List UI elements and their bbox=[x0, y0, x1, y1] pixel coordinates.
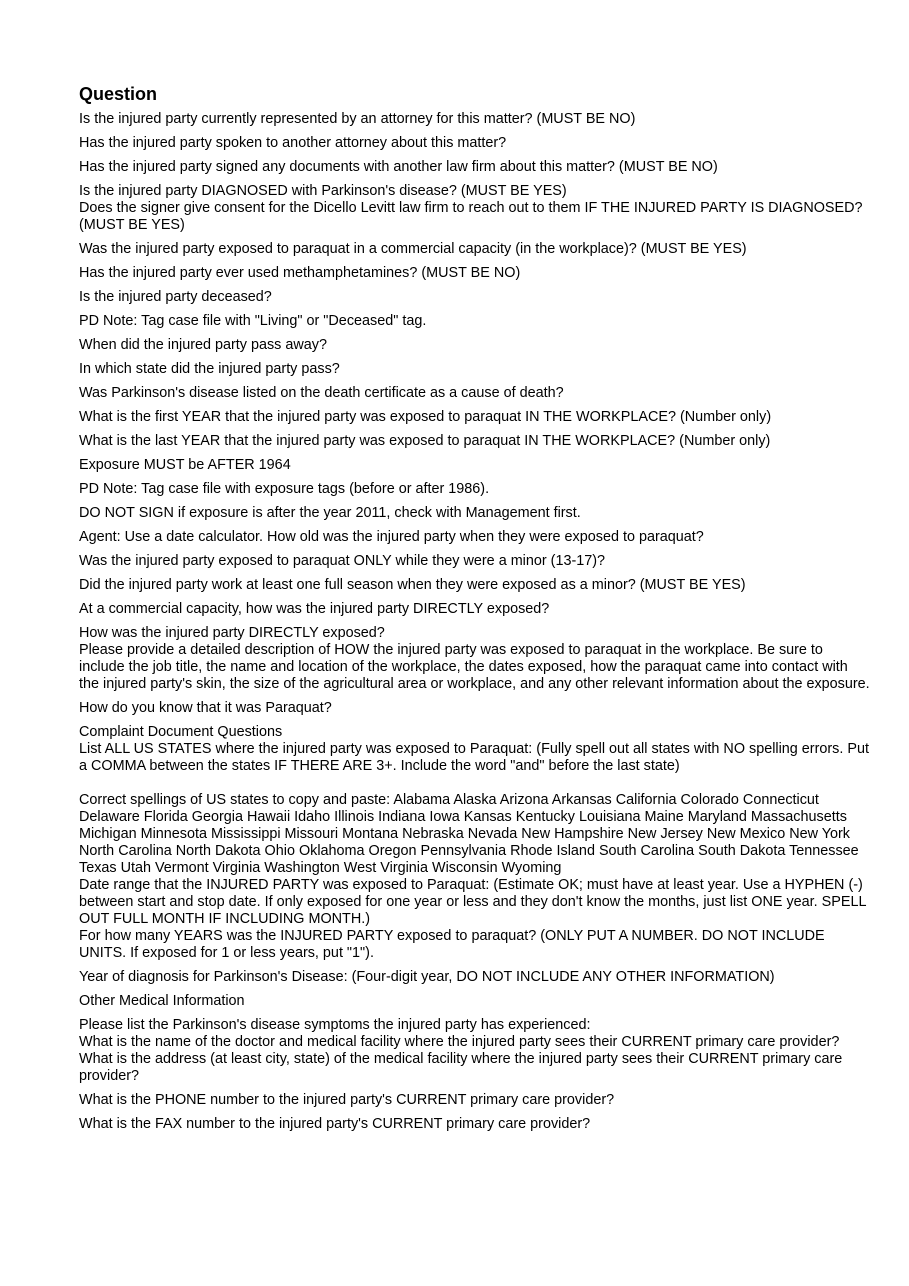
question-item: Is the injured party deceased? bbox=[79, 289, 272, 305]
question-item: Was Parkinson's disease listed on the death certificate as a cause of death? bbox=[79, 385, 564, 401]
question-item: List ALL US STATES where the injured party was exposed to Paraquat: (Fully spell out all states with NO spelling errors. Put a COMMA between the states IF THERE ARE 3+. Include the word "and" before the last state) bbox=[79, 741, 869, 774]
question-item: For how many YEARS was the INJURED PARTY exposed to paraquat? (ONLY PUT A NUMBER. DO NOT INCLUDE UNITS. If exposed for 1 or less years, put "1"). bbox=[79, 928, 825, 961]
question-item: How was the injured party DIRECTLY exposed? bbox=[79, 625, 385, 641]
question-item: Has the injured party ever used methamphetamines? (MUST BE NO) bbox=[79, 265, 521, 281]
question-item: Year of diagnosis for Parkinson's Disease: (Four-digit year, DO NOT INCLUDE ANY OTHER INFORMATION) bbox=[79, 969, 775, 985]
question-item: At a commercial capacity, how was the injured party DIRECTLY exposed? bbox=[79, 601, 550, 617]
section-heading: Other Medical Information bbox=[79, 993, 245, 1009]
question-item: Is the injured party currently represented by an attorney for this matter? (MUST BE NO) bbox=[79, 111, 636, 127]
question-item: Has the injured party signed any documents with another law firm about this matter? (MUST BE NO) bbox=[79, 159, 718, 175]
question-item: Date range that the INJURED PARTY was exposed to Paraquat: (Estimate OK; must have at least year. Use a HYPHEN (-) between start and stop date. If only exposed for one year or less and they don't know the months, just list ONE year. SPELL OUT FULL MONTH IF INCLUDING MONTH.) bbox=[79, 877, 866, 927]
section-heading: Complaint Document Questions bbox=[79, 724, 283, 740]
question-item: PD Note: Tag case file with "Living" or "Deceased" tag. bbox=[79, 313, 427, 329]
question-item: Please list the Parkinson's disease symptoms the injured party has experienced: bbox=[79, 1017, 591, 1033]
question-item: DO NOT SIGN if exposure is after the year 2011, check with Management first. bbox=[79, 505, 581, 521]
document-page bbox=[79, 83, 871, 1140]
question-item: Please provide a detailed description of HOW the injured party was exposed to paraquat in the workplace. Be sure to include the job title, the name and location of the workplace, the dates exposed, how the paraquat came into contact with the injured party's skin, the size of the agricultural area or workplace, and any other relevant information about the exposure. bbox=[79, 642, 870, 692]
question-item: Correct spellings of US states to copy and paste: Alabama Alaska Arizona Arkansas California Colorado Connecticut Delaware Florida Georgia Hawaii Idaho Illinois Indiana Iowa Kansas Kentucky Louisiana Maine Maryland Massachusetts Michigan Minnesota Mississippi Missouri Montana Nebraska Nevada New Hampshire New Jersey New Mexico New York North Carolina North Dakota Ohio Oklahoma Oregon Pennsylvania Rhode Island South Carolina South Dakota Tennessee Texas Utah Vermont Virginia Washington West Virginia Wisconsin Wyoming bbox=[79, 792, 859, 876]
question-item: What is the name of the doctor and medical facility where the injured party sees their CURRENT primary care provider? bbox=[79, 1034, 840, 1050]
question-item: Was the injured party exposed to paraquat in a commercial capacity (in the workplace)? (MUST BE YES) bbox=[79, 241, 747, 257]
question-item: Was the injured party exposed to paraquat ONLY while they were a minor (13-17)? bbox=[79, 553, 606, 569]
question-item: Does the signer give consent for the Dicello Levitt law firm to reach out to them IF THE INJURED PARTY IS DIAGNOSED? (MUST BE YES) bbox=[79, 200, 863, 233]
page-title: Question bbox=[79, 84, 158, 104]
question-item: Agent: Use a date calculator. How old was the injured party when they were exposed to paraquat? bbox=[79, 529, 704, 545]
question-item: What is the first YEAR that the injured party was exposed to paraquat IN THE WORKPLACE? (Number only) bbox=[79, 409, 772, 425]
question-item: When did the injured party pass away? bbox=[79, 337, 327, 353]
question-item: What is the address (at least city, state) of the medical facility where the injured party sees their CURRENT primary care provider? bbox=[79, 1051, 843, 1084]
question-item: What is the FAX number to the injured party's CURRENT primary care provider? bbox=[79, 1116, 591, 1132]
question-item: Exposure MUST be AFTER 1964 bbox=[79, 457, 291, 473]
question-item: Has the injured party spoken to another attorney about this matter? bbox=[79, 135, 507, 151]
question-item: Did the injured party work at least one full season when they were exposed as a minor? (MUST BE YES) bbox=[79, 577, 746, 593]
question-item: What is the PHONE number to the injured party's CURRENT primary care provider? bbox=[79, 1092, 615, 1108]
question-item: How do you know that it was Paraquat? bbox=[79, 700, 332, 716]
question-item: What is the last YEAR that the injured party was exposed to paraquat IN THE WORKPLACE? (Number only) bbox=[79, 433, 771, 449]
question-item: PD Note: Tag case file with exposure tags (before or after 1986). bbox=[79, 481, 490, 497]
question-item: In which state did the injured party pass? bbox=[79, 361, 340, 377]
question-item: Is the injured party DIAGNOSED with Parkinson's disease? (MUST BE YES) bbox=[79, 183, 567, 199]
